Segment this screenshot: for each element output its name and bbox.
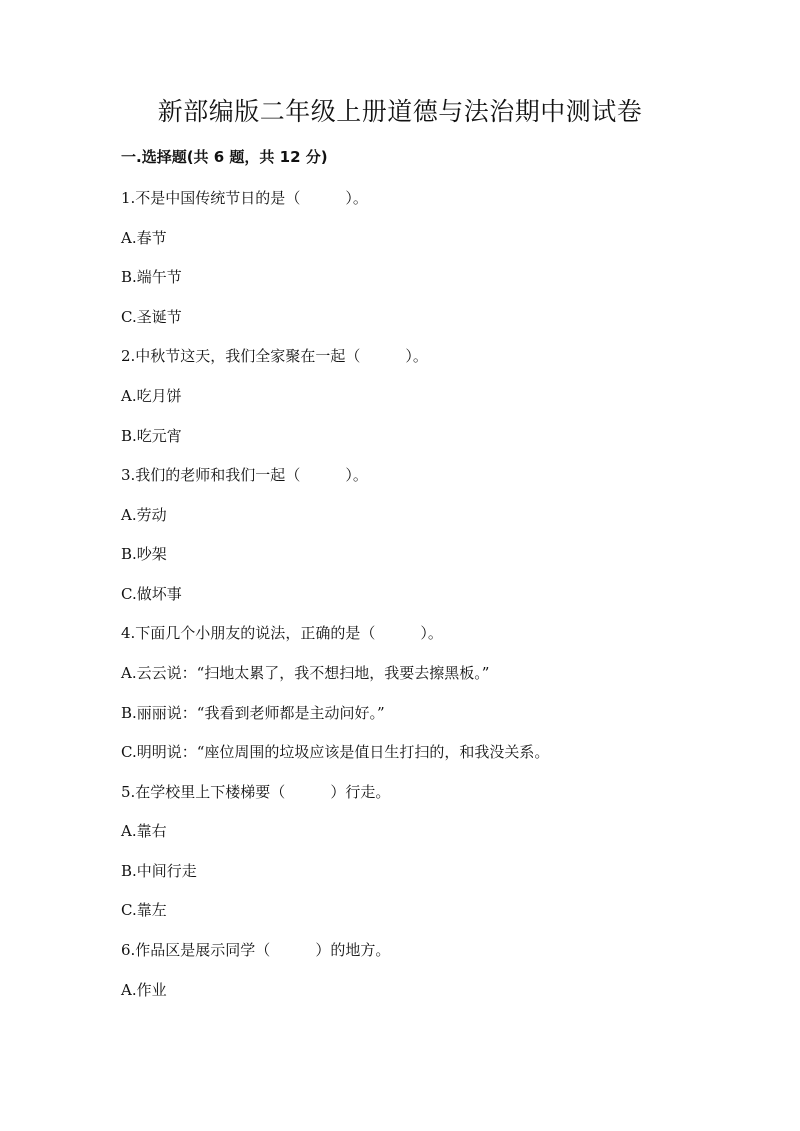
question-stem: 4.下面几个小朋友的说法，正确的是（ ）。 [121, 624, 443, 642]
answer-option: B.丽丽说：“我看到老师都是主动问好。” [121, 704, 385, 722]
answer-option: B.吃元宵 [121, 427, 182, 445]
question-stem: 5.在学校里上下楼梯要（ ）行走。 [121, 783, 391, 801]
section-heading: 一.选择题(共 6 题，共 12 分) [121, 148, 328, 166]
answer-option: C.明明说：“座位周围的垃圾应该是值日生打扫的，和我没关系。 [121, 743, 550, 761]
question-stem: 6.作品区是展示同学（ ）的地方。 [121, 941, 391, 959]
answer-option: C.做坏事 [121, 585, 182, 603]
answer-option: A.春节 [121, 229, 167, 247]
page-title: 新部编版二年级上册道德与法治期中测试卷 [157, 97, 643, 126]
answer-option: B.中间行走 [121, 862, 197, 880]
question-stem: 3.我们的老师和我们一起（ ）。 [121, 466, 368, 484]
question-stem: 1.不是中国传统节日的是（ ）。 [121, 189, 368, 207]
answer-option: C.靠左 [121, 901, 167, 919]
answer-option: C.圣诞节 [121, 308, 182, 326]
answer-option: B.端午节 [121, 268, 182, 286]
answer-option: B.吵架 [121, 545, 167, 563]
answer-option: A.吃月饼 [121, 387, 182, 405]
question-stem: 2.中秋节这天，我们全家聚在一起（ ）。 [121, 347, 428, 365]
answer-option: A.劳动 [121, 506, 167, 524]
answer-option: A.作业 [121, 981, 167, 999]
answer-option: A.云云说：“扫地太累了，我不想扫地，我要去擦黑板。” [121, 664, 490, 682]
answer-option: A.靠右 [121, 822, 167, 840]
